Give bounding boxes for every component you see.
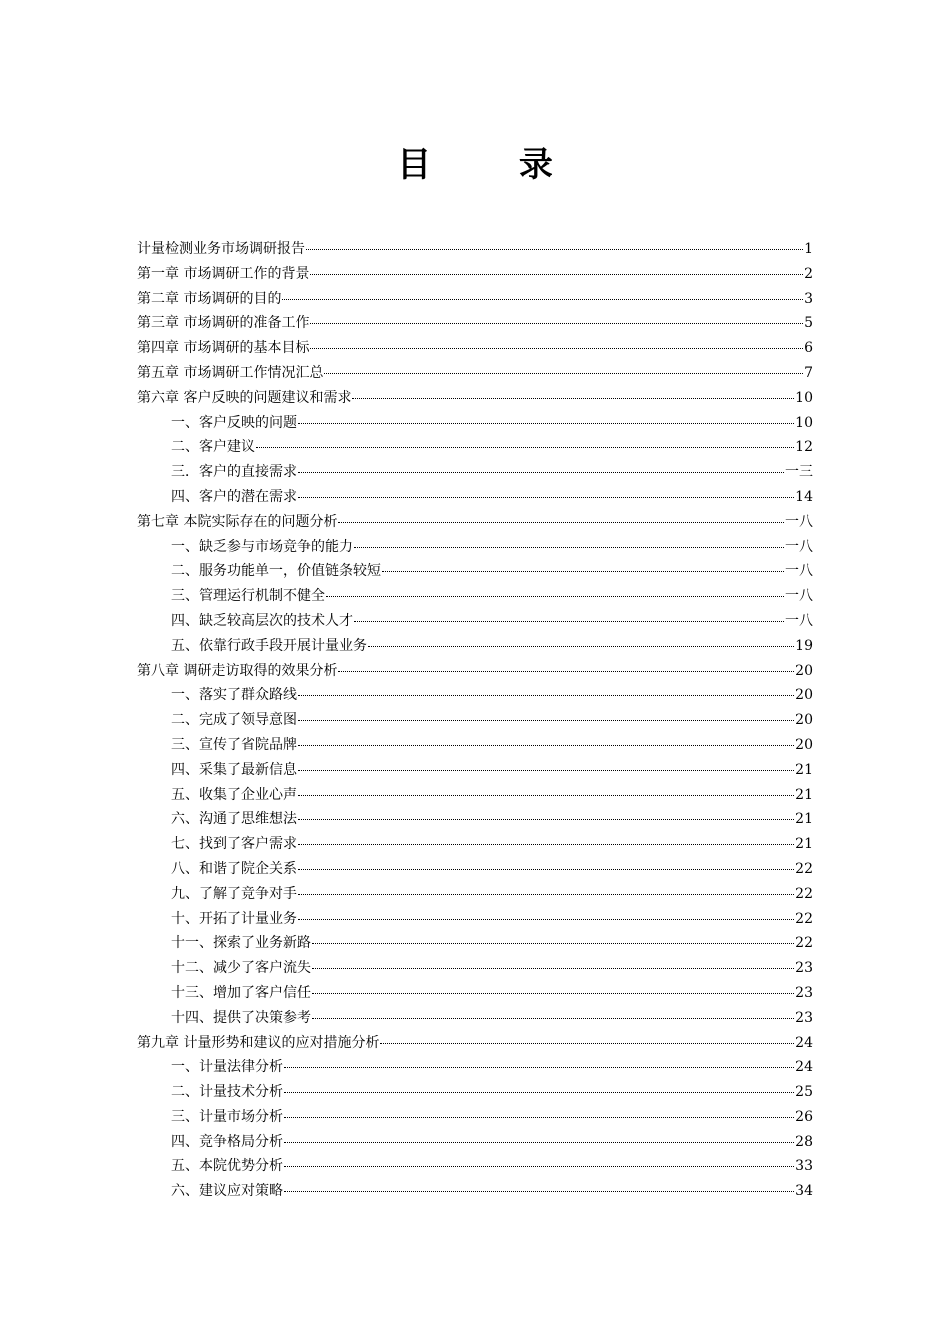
dot-leader	[352, 398, 794, 399]
toc-section-entry[interactable]	[137, 1080, 813, 1105]
toc-page-number: 25	[795, 1084, 813, 1101]
dot-leader	[312, 943, 794, 944]
toc-page-number: 21	[795, 761, 813, 778]
toc-entry-title: 十一、探索了业务新路	[171, 935, 311, 952]
dot-leader	[312, 968, 794, 969]
toc-entry-title: 第六章 客户反映的问题建议和需求	[137, 389, 352, 406]
toc-page-number: 一八	[785, 563, 813, 580]
toc-section-entry[interactable]	[137, 733, 813, 758]
toc-entry-title: 五、本院优势分析	[171, 1158, 283, 1175]
toc-chapter-entry[interactable]	[137, 361, 813, 386]
toc-page-number: 14	[795, 488, 813, 505]
toc-entry-title: 四、采集了最新信息	[171, 761, 297, 778]
toc-section-entry[interactable]	[137, 634, 813, 659]
dot-leader	[298, 423, 794, 424]
toc-section-entry[interactable]	[137, 1055, 813, 1080]
toc-entry-title: 九、了解了竞争对手	[171, 885, 297, 902]
dot-leader	[298, 720, 794, 721]
toc-entry-title: 五、收集了企业心声	[171, 786, 297, 803]
toc-title: 目 录	[397, 145, 591, 185]
toc-page-number: 21	[795, 836, 813, 853]
toc-section-entry[interactable]	[137, 956, 813, 981]
toc-page-number: 一八	[785, 538, 813, 555]
dot-leader	[284, 1117, 794, 1118]
toc-section-entry[interactable]	[137, 609, 813, 634]
dot-leader	[338, 522, 784, 523]
toc-page-number: 10	[795, 389, 813, 406]
toc-section-entry[interactable]	[137, 907, 813, 932]
toc-entry-title: 十四、提供了决策参考	[171, 1009, 311, 1026]
dot-leader	[306, 249, 803, 250]
toc-page-number: 7	[804, 364, 813, 381]
dot-leader	[382, 571, 784, 572]
toc-page-number: 26	[795, 1108, 813, 1125]
toc-page-number: 33	[795, 1158, 813, 1175]
dot-leader	[354, 621, 784, 622]
toc-page-number: 23	[795, 960, 813, 977]
toc-entry-title: 三．客户的直接需求	[171, 464, 297, 481]
dot-leader	[298, 695, 794, 696]
toc-chapter-entry[interactable]	[137, 336, 813, 361]
toc-section-entry[interactable]	[137, 832, 813, 857]
toc-page-number: 24	[795, 1059, 813, 1076]
dot-leader	[298, 894, 794, 895]
dot-leader	[312, 1018, 794, 1019]
dot-leader	[298, 919, 794, 920]
toc-entry-title: 一、落实了群众路线	[171, 687, 297, 704]
toc-page-number: 22	[795, 860, 813, 877]
toc-section-entry[interactable]	[137, 882, 813, 907]
toc-entry-title: 五、依靠行政手段开展计量业务	[171, 637, 367, 654]
dot-leader	[298, 770, 794, 771]
toc-page-number: 21	[795, 811, 813, 828]
toc-page-number: 23	[795, 984, 813, 1001]
toc-entry-title: 三、计量市场分析	[171, 1108, 283, 1125]
toc-entry-title: 第八章 调研走访取得的效果分析	[137, 662, 338, 679]
toc-entry-title: 第五章 市场调研工作情况汇总	[137, 364, 324, 381]
dot-leader	[298, 869, 794, 870]
dot-leader	[298, 844, 794, 845]
toc-entry-title: 二、完成了领导意图	[171, 712, 297, 729]
toc-page-number: 22	[795, 935, 813, 952]
toc-chapter-entry[interactable]	[137, 311, 813, 336]
toc-entry-title: 八、和谐了院企关系	[171, 860, 297, 877]
toc-entry-title: 六、沟通了思维想法	[171, 811, 297, 828]
toc-section-entry[interactable]	[137, 584, 813, 609]
toc-entry-title: 第一章 市场调研工作的背景	[137, 265, 310, 282]
toc-page-number: 5	[804, 315, 813, 332]
toc-page-number: 10	[795, 414, 813, 431]
toc-entry-title: 四、竞争格局分析	[171, 1133, 283, 1150]
toc-page-number: 1	[804, 241, 813, 257]
toc-entry-title: 四、缺乏较高层次的技术人才	[171, 612, 353, 629]
toc-entry-title: 四、客户的潜在需求	[171, 488, 297, 505]
dot-leader	[380, 1043, 794, 1044]
toc-section-entry[interactable]	[137, 1006, 813, 1031]
toc-section-entry[interactable]	[137, 1179, 813, 1204]
toc-entry-title: 第九章 计量形势和建议的应对措施分析	[137, 1034, 380, 1051]
dot-leader	[256, 447, 794, 448]
toc-page-number: 一八	[785, 588, 813, 605]
table-of-contents	[137, 237, 813, 1204]
toc-section-entry[interactable]	[137, 931, 813, 956]
toc-section-entry[interactable]	[137, 485, 813, 510]
dot-leader	[312, 993, 794, 994]
toc-chapter-entry[interactable]	[137, 510, 813, 535]
toc-section-entry[interactable]	[137, 460, 813, 485]
dot-leader	[354, 547, 784, 548]
dot-leader	[284, 1191, 794, 1192]
toc-entry-title: 二、计量技术分析	[171, 1084, 283, 1101]
toc-entry-title: 六、建议应对策略	[171, 1183, 283, 1200]
dot-leader	[324, 373, 803, 374]
toc-section-entry[interactable]	[137, 411, 813, 436]
dot-leader	[326, 596, 784, 597]
toc-section-entry[interactable]	[137, 981, 813, 1006]
dot-leader	[284, 1166, 794, 1167]
toc-entry-title: 二、服务功能单一，价值链条较短	[171, 563, 381, 580]
toc-section-entry[interactable]	[137, 1154, 813, 1179]
toc-entry-title: 七、找到了客户需求	[171, 836, 297, 853]
toc-entry-title: 第四章 市场调研的基本目标	[137, 340, 310, 357]
toc-page-number: 22	[795, 885, 813, 902]
toc-section-entry[interactable]	[137, 807, 813, 832]
toc-page-number: 34	[795, 1183, 813, 1200]
dot-leader	[282, 299, 803, 300]
toc-section-entry[interactable]	[137, 559, 813, 584]
toc-section-entry[interactable]	[137, 708, 813, 733]
toc-chapter-entry[interactable]	[137, 386, 813, 411]
toc-page-number: 22	[795, 910, 813, 927]
toc-page-number: 2	[804, 265, 813, 282]
dot-leader	[284, 1067, 794, 1068]
toc-section-entry[interactable]	[137, 435, 813, 460]
toc-page-number: 21	[795, 786, 813, 803]
toc-chapter-entry[interactable]	[137, 659, 813, 684]
toc-entry-title: 三、宣传了省院品牌	[171, 736, 297, 753]
dot-leader	[368, 646, 794, 647]
toc-page-number: 20	[795, 662, 813, 679]
toc-entry-title: 第三章 市场调研的准备工作	[137, 315, 310, 332]
toc-page-number: 23	[795, 1009, 813, 1026]
dot-leader	[298, 472, 784, 473]
toc-entry-title: 计量检测业务市场调研报告	[137, 241, 305, 257]
dot-leader	[284, 1092, 794, 1093]
toc-page-number: 一八	[785, 513, 813, 530]
toc-entry-title: 三、管理运行机制不健全	[171, 588, 325, 605]
dot-leader	[298, 819, 794, 820]
toc-entry-title: 十三、增加了客户信任	[171, 984, 311, 1001]
toc-page-number: 19	[795, 637, 813, 654]
toc-entry-title: 第二章 市场调研的目的	[137, 290, 282, 307]
toc-section-entry[interactable]	[137, 783, 813, 808]
toc-entry-title: 二、客户建议	[171, 439, 255, 456]
toc-page-number: 一三	[785, 464, 813, 481]
dot-leader	[298, 795, 794, 796]
toc-section-entry[interactable]	[137, 683, 813, 708]
toc-section-entry[interactable]	[137, 1105, 813, 1130]
toc-page-number: 28	[795, 1133, 813, 1150]
toc-page-number: 20	[795, 687, 813, 704]
toc-entry-title: 十二、减少了客户流失	[171, 960, 311, 977]
toc-page-number: 12	[795, 439, 813, 456]
toc-chapter-entry[interactable]	[137, 287, 813, 312]
toc-entry-title: 十、开拓了计量业务	[171, 910, 297, 927]
toc-section-entry[interactable]	[137, 857, 813, 882]
toc-chapter-entry[interactable]	[137, 262, 813, 287]
toc-page-number: 20	[795, 712, 813, 729]
toc-page-number: 20	[795, 736, 813, 753]
toc-entry-title: 一、计量法律分析	[171, 1059, 283, 1076]
dot-leader	[338, 671, 794, 672]
toc-page-number: 24	[795, 1034, 813, 1051]
toc-entry-title: 一、缺乏参与市场竞争的能力	[171, 538, 353, 555]
dot-leader	[310, 348, 803, 349]
dot-leader	[284, 1142, 794, 1143]
toc-entry-title: 一、客户反映的问题	[171, 414, 297, 431]
toc-chapter-entry[interactable]	[137, 1031, 813, 1056]
dot-leader	[298, 497, 794, 498]
dot-leader	[298, 745, 794, 746]
toc-page-number: 6	[804, 340, 813, 357]
toc-page-number: 一八	[785, 612, 813, 629]
toc-section-entry[interactable]	[137, 758, 813, 783]
toc-page-number: 3	[804, 290, 813, 307]
toc-chapter-entry[interactable]	[137, 237, 813, 262]
dot-leader	[310, 274, 803, 275]
toc-section-entry[interactable]	[137, 535, 813, 560]
toc-entry-title: 第七章 本院实际存在的问题分析	[137, 513, 338, 530]
toc-section-entry[interactable]	[137, 1130, 813, 1155]
dot-leader	[310, 323, 803, 324]
